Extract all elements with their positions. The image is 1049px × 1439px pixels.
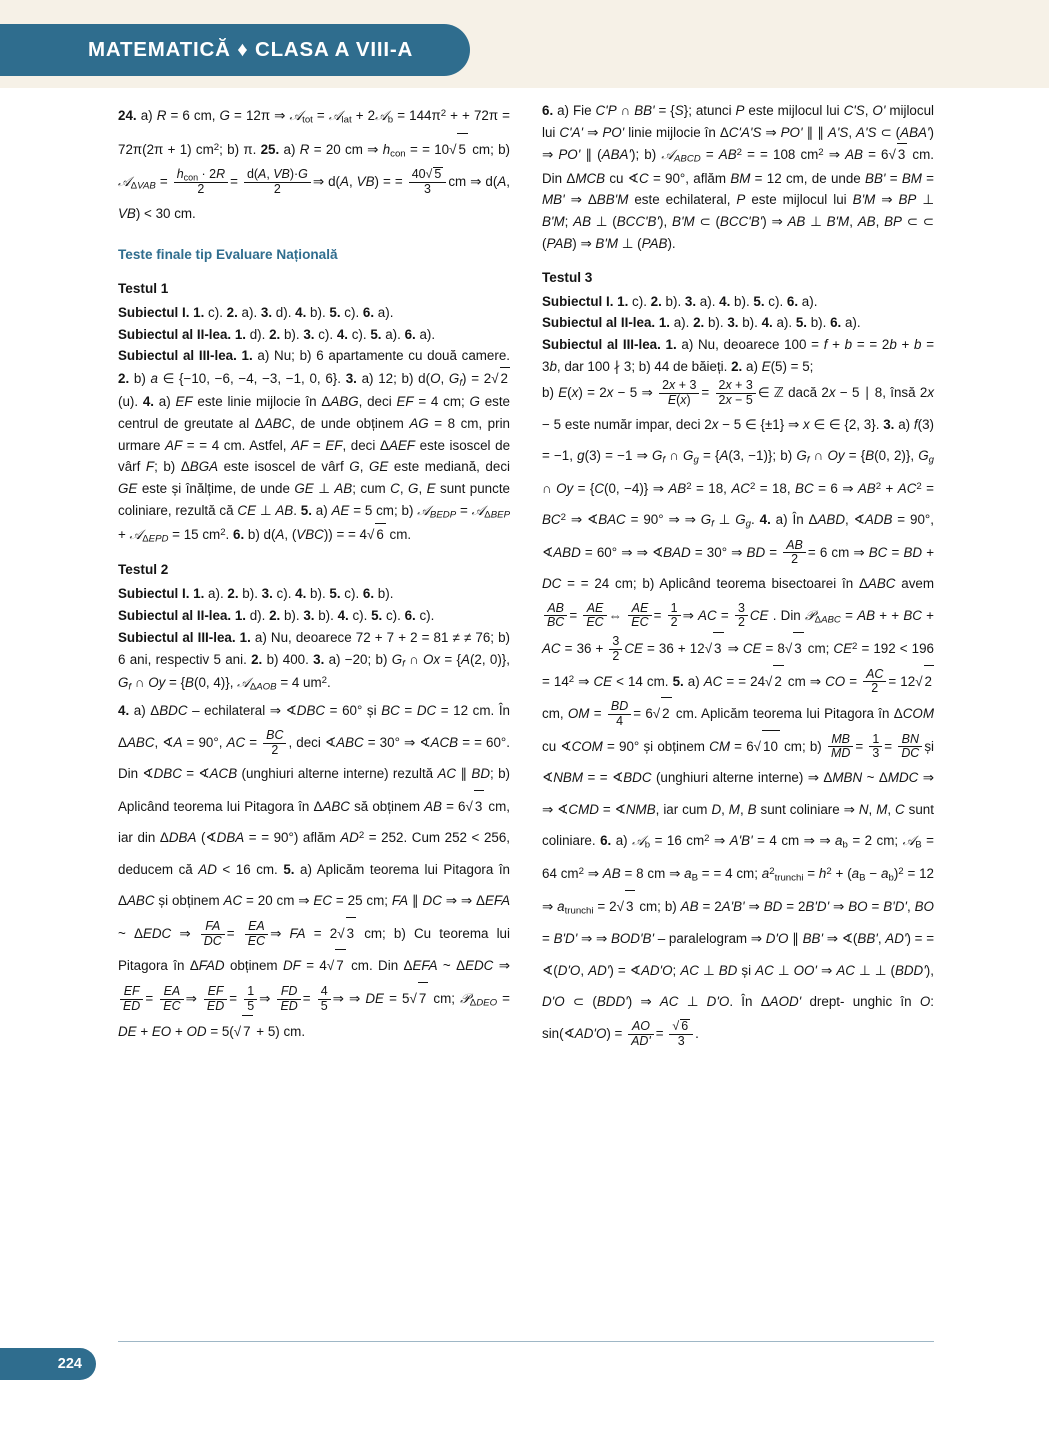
test3-subiect-3-a: Subiectul al III-lea. 1. a) Nu, deoarece 100 = f + b = = 2b + b = 3b, dar 100 ∤ 3; b) 44 de băieți. 2. a) E(5) = 5; xyxy=(542,336,935,374)
footer-divider xyxy=(118,1341,934,1342)
answer-block-6: 6. a) Fie C'P ∩ BB' = {S}; atunci P este mijlocul lui C'S, O' mijlocul lui C'A' ⇒ PO' linie mijlocie în ΔC'A'S ⇒ PO' ∥ ∥ A'S, A'S ⊂ (ABA') ⇒ PO' ∥ (ABA'); b) 𝒜$_{ABCD}$ = $AB^2$ = = 108 $cm^2$ ⇒ AB = 6√ 3 cm. Din ΔMCB cu ∢C = 90°, aflăm BM = 12 cm, de unde BB' = BM = MB' ⇒ ΔBB'M este echilateral, P este mijlocul lui B'M ⇒ BP ⊥ B'M; AB ⊥ (BCC'B'), B'M ⊂ (BCC'B') ⇒ AB ⊥ B'M, AB, BP ⊂ ⊂ (PAB) ⇒ B'M ⊥ (PAB). xyxy=(542,100,934,255)
test1-subiect-2: Subiectul al II-lea. 1. d). 2. b). 3. c). 4. c). 5. a). 6. a). xyxy=(118,326,436,342)
header-title: MATEMATICĂ ♦ CLASA A VIII-A xyxy=(88,38,414,61)
page-number: 224 xyxy=(57,1356,82,1372)
test3-subiect-1: Subiectul I. 1. c). 2. b). 3. a). 4. b). 5. c). 6. a). xyxy=(542,293,818,309)
test1-subiect-3: Subiectul al III-lea. 1. a) Nu; b) 6 apartamente cu două camere. 2. b) a ∈ {−10, −6, −4, −3, −1, 0, 6}. 3. a) 12; b) d(O, $G_f) = 2√$ 2 (u). 4. a) EF este linie mijlocie în ΔABG, deci EF = 4 cm; G este centrul de greutate al ΔABC, de unde obținem AG = 8 cm, prin urmare AF = = 4 cm. Astfel, AF = EF, deci ΔAEF este isoscel de vârf F; b) ΔBGA este isoscel de vârf G, GE este mediană, deci GE este și înălțime, de unde GE ⊥ AB; cum C, G, E sunt puncte coliniare, rezultă că CE ⊥ AB. 5. a) AE = 5 cm; b) 𝒜$_{BEDP}$ = 𝒜$_{\Delta BEP}$ + 𝒜$_{\Delta EPD}$ = 15 $cm^2$. 6. b) d(A, (VBC)) = = 4 √ 6 cm. xyxy=(118,345,510,547)
test2-subiect-2: Subiectul al II-lea. 1. d). 2. b). 3. b). 4. c). 5. c). 6. c). xyxy=(118,608,435,624)
page-number-tab xyxy=(0,1348,96,1380)
right-column xyxy=(542,100,934,1049)
test1-subiect-1: Subiectul I. 1. c). 2. a). 3. d). 4. b). 5. c). 6. a). xyxy=(118,304,394,320)
test2-subiect-1: Subiectul I. 1. a). 2. b). 3. c). 4. b). 5. c). 6. b). xyxy=(118,586,394,602)
header-title-tab xyxy=(0,24,470,76)
test2-subiect-3-a: Subiectul al III-lea. 1. a) Nu, deoarece 72 + 7 + 2 = 81 ≠ ≠ 76; b) 6 ani, respectiv 5 ani. 2. b) 400. 3. a) −20; b) $G_f$ ∩ Ox = {A(2, 0)}, $G_f$ ∩ Oy = {B(0, 4)}, 𝒜$_{\Delta AOB}$ = 4 $um^2$. xyxy=(118,629,511,693)
test3-subiect-2: Subiectul al II-lea. 1. a). 2. b). 3. b). 4. a). 5. b). 6. a). xyxy=(542,315,861,331)
test3-subiect-3-b: b) E(x) = 2x − 5 ⇒ $\frac{2x + 3}{E(x)}$ = $\frac{2x + 3}{2x - 5}$ ∈ ℤ dacă 2x − 5 ∣ 8, însă 2x − 5 este număr impar, deci 2x − 5 ∈ {±1} ⇒ x ∈ ∈ {2, 3}. 3. a) f(3) = −1, g(3) = −1 ⇒ $G_f$ ∩ $G_g = \{A(3$, −1)}; b) $G_f$ ∩ Oy = {B(0, 2)}, $G_g$ ∩ Oy = {C(0, −4)} ⇒ $AB^2 = 18$, $AC^2 = 18$, BC = 6 ⇒ $AB^2 + AC^2 = BC^2$ ⇒ ∢BAC = 90° ⇒ ⇒ $G_f$ ⊥ $G_g$. 4. a) În ΔABD, ∢ADB = 90°, ∢ABD = 60° ⇒ ⇒ ∢BAD = 30° ⇒ BD = $\frac{AB}{2}$ = 6 cm ⇒ BC = BD + DC = = 24 cm; b) Aplicând teorema bisectoarei în ΔABC avem $\frac{AB}{BC}$ = $\frac{AE}{EC}$ ⇔ $\frac{AE}{EC}$ = $\frac{1}{2}$ ⇒ AC = $\frac{3}{2}$ CE . Din 𝒫$_{\Delta ABC}$ = AB + + BC + AC = 36 + $\frac{3}{2}$ CE = 36 + 12 √ 3 ⇒ CE = 8 √ 3 cm; $CE^2 = 192 < 196 = 14^2$ ⇒ CE < 14 cm. 5. a) AC = = 24 √ 2 cm ⇒ CO = $\frac{AC}{2}$ = 12 √ 2 cm, OM = $\frac{BD}{4}$ = 6 √ 2 cm. Aplicăm teorema lui Pitagora în ΔCOM cu ∢COM = 90° și obținem CM = 6 √ 10 cm; b) $\frac{MB}{MD}$ = $\frac{1}{3}$ = $\frac{BN}{DC}$ și ∢NBM = = ∢BDC (unghiuri alterne interne) ⇒ ΔMBN ~ ΔMDC ⇒ ⇒ ∢CMD = ∢NMB, iar cum D, M, B sunt coliniare ⇒ N, M, C sunt coliniare. 6. a) 𝒜$_b$ = 16 $cm^2$ ⇒ A'B' = 4 cm ⇒ ⇒ $a_b = 2$ cm; 𝒜$_B$ = 64 $cm^2$ ⇒ AB = 8 cm ⇒ $a_B$ = = 4 cm; $a^2_{trunchi} = h^2 + (a_B - a_b)^2 = 12$ ⇒ $a_{trunchi} = 2$ √ 3 cm; b) AB = 2A'B' ⇒ BD = 2B'D' ⇒ BO = B'D', BO = B'D' ⇒ ⇒ BOD'B' – paralelogram ⇒ D'O ∥ BB' ⇒ ∢(BB', AD') = = ∢(D'O, AD') = ∢AD'O; AC ⊥ BD și AC ⊥ OO' ⇒ AC ⊥ ⊥ (BDD'), D'O ⊂ (BDD') ⇒ AC ⊥ D'O. În ΔAOD' drept- unghic în O: sin(∢AD'O) = $\frac{AO}{AD'}$ = √ $\frac{6}{3}$ . xyxy=(542,377,934,1049)
section-title-teste-finale: Teste finale tip Evaluare Națională xyxy=(118,246,338,262)
left-column xyxy=(118,100,510,1048)
page-header-band xyxy=(0,0,1049,88)
answer-block-24-25: 24. a) R = 6 cm, G = 12π ⇒ 𝒜$_{tot}$ = 𝒜$_{lat}$ + 2𝒜$_b$ = $144\pi^2$ + + 72π = 72π(2π + 1) $cm^2$; b) π. 25. a) R = 20 cm ⇒ $h_{con}$ = = 10 √ 5 cm; b) 𝒜$_{\Delta VAB}$ = $\frac{h_{con} \cdot 2R}{2}$ = $\frac{d(A, VB)\cdot G}{2}$ ⇒ d(A, VB) = = $\frac{40 √ 5}{3}$ cm ⇒ d(A, VB) < 30 cm. xyxy=(118,100,510,230)
test2-subiect-3-b: 4. a) ΔBDC – echilateral ⇒ ∢DBC = 60° și BC = DC = 12 cm. În ΔABC, ∢A = 90°, AC = $\frac{BC}{2}$ , deci ∢ABC = 30° ⇒ ∢ACB = = 60°. Din ∢DBC = ∢ACB (unghiuri alterne interne) rezultă AC ∥ BD; b) Aplicând teorema lui Pitagora în ΔABC să obținem AB = 6√ 3 cm, iar din ΔDBA (∢DBA = = 90°) aflăm $AD^2 = 252$. Cum 252 < 256, deducem că AD < 16 cm. 5. a) Aplicăm teorema lui Pitagora în ΔABC și obținem AC = 20 cm ⇒ EC = 25 cm; FA ∥ DC ⇒ ⇒ ΔEFA ~ ΔEDC ⇒ $\frac{FA}{DC}$ = $\frac{EA}{EC}$ ⇒ FA = 2 √ 3 cm; b) Cu teorema lui Pitagora în ΔFAD obținem DF = 4 √ 7 cm. Din ΔEFA ~ ΔEDC ⇒ $\frac{EF}{ED}$ = $\frac{EA}{EC}$ ⇒ $\frac{EF}{ED}$ = $\frac{1}{5}$ ⇒ $\frac{FD}{ED}$ = $\frac{4}{5}$ ⇒ ⇒ DE = 5 √ 7 cm; 𝒫$_{\Delta DEO}$ = DE + EO + OD = 5( √ 7 + 5) cm. xyxy=(118,695,510,1048)
test1-title: Testul 1 xyxy=(118,280,169,296)
test2-title: Testul 2 xyxy=(118,562,169,578)
test3-title: Testul 3 xyxy=(542,269,593,285)
